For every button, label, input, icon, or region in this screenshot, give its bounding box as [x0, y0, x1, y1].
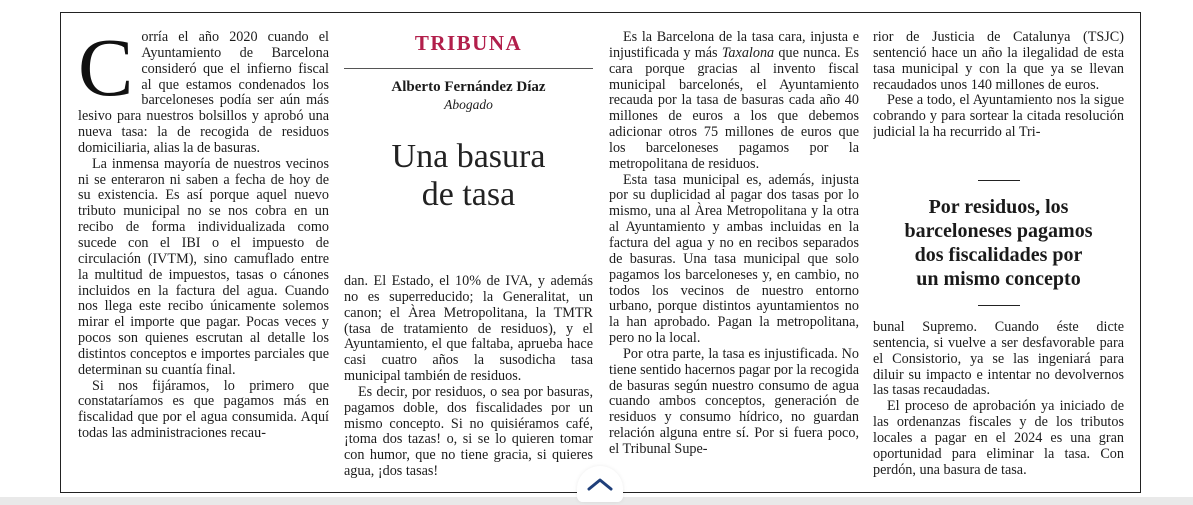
article-frame	[60, 12, 1141, 493]
author-name: Alberto Fernández Díaz	[391, 78, 546, 95]
article-column-2	[344, 274, 593, 492]
chevron-up-icon	[587, 477, 613, 491]
pull-quote-line-3: dos fiscalidades por	[914, 244, 1083, 266]
body-paragraph: Es decir, por residuos, o sea por basuras, pagamos doble, dos fiscalidades por un mismo concepto. Si no quisiéramos café, ¡toma dos tazas! o, si se lo quieren tomar con humor, que no tiene gracia, si quieres agua, ¡dos tasas!	[344, 383, 593, 480]
opening-paragraph	[78, 30, 329, 157]
article-column-4-top	[873, 30, 1124, 141]
body-paragraph: El proceso de aprobación ya iniciado de las ordenanzas fiscales y de los tributos locales a pagar en el 2024 es una gran oportunidad para eliminar la tasa. Con perdón, una basura de tasa.	[873, 398, 1124, 478]
headline	[344, 138, 593, 214]
body-paragraph: dan. El Estado, el 10% de IVA, y además no es superreducido; la Generalitat, un canon; el Àrea Metropolitana, la TMTR (tasa de tratamiento de residuos), y el Ayuntamiento, el que faltaba, aprueba hace casi cuatro años la susodicha tasa municipal también de residuos.	[344, 274, 593, 385]
divider-rule	[344, 68, 593, 69]
section-label: TRIBUNA	[414, 31, 523, 55]
pull-quote-line-2: barceloneses pagamos	[904, 220, 1093, 242]
body-paragraph: Por otra parte, la tasa es injustificada. No tiene sentido hacernos pagar por la recogida de basuras según nuestro consumo de agua cuando ambos conceptos, generación de residuos y consumo hídrico, no guardan relación alguna entre sí. Por si fuera poco, el Tribunal Supe-	[609, 345, 859, 457]
opening-paragraph-text: orría el año 2020 cuando el Ayuntamiento de Barcelona consideró que el infierno fiscal al que estamos condenados los barceloneses podía ser aún más lesivo para nuestros bolsillos y aprobó una nueva tasa: la de recogida de residuos domiciliaria, alias la de basuras.	[78, 30, 329, 156]
headline-line-1: Una basura	[391, 137, 546, 175]
headline-line-2: de tasa	[421, 175, 516, 213]
body-paragraph: Pese a todo, el Ayuntamiento nos la sigue cobrando y para sortear la citada resolución judicial la ha recurrido al Tri-	[873, 92, 1124, 141]
article-column-4-bottom	[873, 320, 1124, 492]
body-paragraph: Esta tasa municipal es, además, injusta por su duplicidad al pagar dos tasas por lo mismo, una al Àrea Metropolitana y la otra al Ayuntamiento y ambas incluidas en la factura del agua y no en recibos separados de basuras. Una tasa municipal que solo pagamos los barceloneses y, en cambio, no todos los vecinos de nuestro entorno urbano, porque distintos ayuntamientos no la han aprobado. Pagan la metropolitana, pero no la local.	[609, 171, 859, 347]
body-paragraph: La inmensa mayoría de nuestros vecinos ni se enteraron ni saben a fecha de hoy de su existencia. Es así porque aquel nuevo tributo municipal no se nos cobra en un recibo de forma individualizada como sucede con el IBI o el impuesto de circulación (IVTM), sino camuflado entre la multitud de impuestos, tasas o cánones incluidos en la factura del agua. Cuando nos llega este recibo únicamente solemos mirar el importe que pagar. Pocas veces y pocos son quienes escrutan al detalle los distintos conceptos e importes parciales que determinan su cuantía final.	[78, 155, 329, 378]
pull-quote	[873, 180, 1124, 306]
divider-rule	[978, 180, 1020, 181]
body-paragraph: Si nos fijáramos, lo primero que constataríamos es que pagamos más en fiscalidad que por el agua consumida. Aquí todas las administraciones recau-	[78, 377, 329, 442]
body-paragraph: rior de Justicia de Catalunya (TSJC) sentenció hace un año la ilegalidad de esta tasa municipal y con la que ya se llevan recaudados unos 140 millones de euros.	[873, 30, 1124, 93]
dropcap-letter: C	[78, 30, 134, 113]
article-column-1	[78, 30, 329, 492]
pull-quote-text	[873, 195, 1124, 291]
body-text-italic: Taxalona	[721, 44, 775, 61]
pull-quote-line-1: Por residuos, los	[928, 196, 1069, 218]
body-paragraph	[609, 30, 859, 173]
body-text: que nunca. Es cara porque gracias al invento fiscal municipal barcelonés, el Ayuntamiento recauda por la tasa de basuras cada año 40 millones de euros a los que debemos adicionar otros 75 millones de euros que los barceloneses pagamos por la metropolitana de residuos.	[609, 44, 859, 172]
body-text: Es la Barcelona de la tasa cara, injusta e injustificada y más	[609, 30, 859, 61]
divider-rule	[978, 305, 1020, 306]
article-header	[344, 30, 593, 214]
pull-quote-line-4: un mismo concepto	[916, 268, 1081, 290]
author-role: Abogado	[444, 96, 493, 112]
article-column-3	[609, 30, 859, 492]
body-paragraph: bunal Supremo. Cuando éste dicte sentencia, si vuelve a ser desfavorable para el Consistorio, ya se las ingeniará para diluir su impacto e intentar no devolvernos las tasas recaudadas.	[873, 320, 1124, 399]
